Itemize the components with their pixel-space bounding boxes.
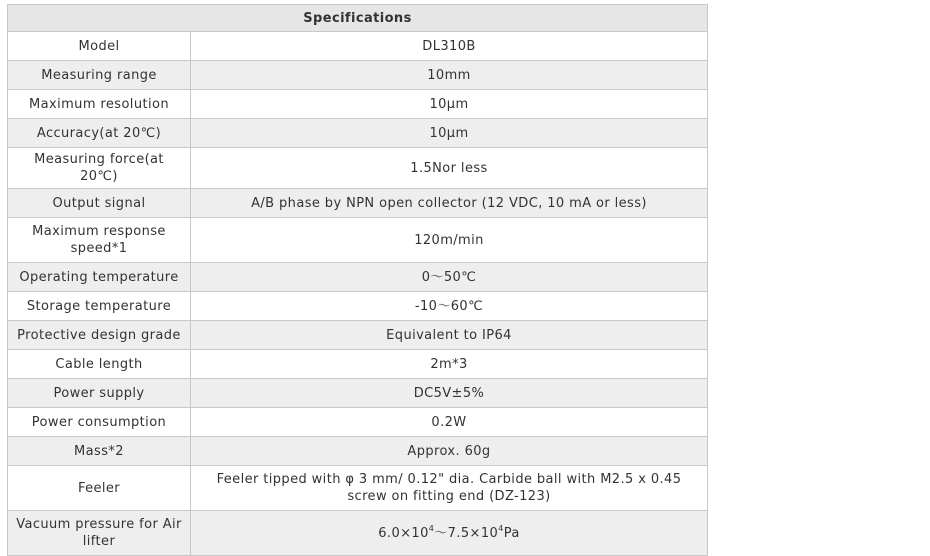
row-value: 10mm [191, 61, 708, 90]
table-row [8, 61, 708, 90]
row-label: Power supply [8, 379, 191, 408]
row-label: Protective design grade [8, 321, 191, 350]
table-header-row [8, 5, 708, 32]
vacuum-value-exponent2: 4 [498, 523, 504, 533]
table-row [8, 408, 708, 437]
row-value: DC5V±5% [191, 379, 708, 408]
row-value: 0～50℃ [191, 263, 708, 292]
table-row [8, 321, 708, 350]
row-label: Output signal [8, 189, 191, 218]
row-label: Storage temperature [8, 292, 191, 321]
table-row [8, 148, 708, 189]
table-row [8, 119, 708, 148]
row-label: Maximum resolution [8, 90, 191, 119]
row-value: 120m/min [191, 218, 708, 263]
row-value: DL310B [191, 32, 708, 61]
vacuum-value-exponent1: 4 [428, 523, 435, 533]
table-row [8, 189, 708, 218]
table-row [8, 511, 708, 556]
row-label: Measuring force(at 20℃) [8, 148, 191, 189]
row-label: Cable length [8, 350, 191, 379]
table-row [8, 466, 708, 511]
row-value: -10～60℃ [191, 292, 708, 321]
vacuum-value-mid: ～7.5×10 [434, 525, 499, 541]
specifications-table [7, 4, 708, 556]
table-row [8, 292, 708, 321]
row-value: Feeler tipped with φ 3 mm/ 0.12" dia. Carbide ball with M2.5 x 0.45 screw on fitting end (DZ-123) [191, 466, 708, 511]
table-row [8, 350, 708, 379]
row-value: Approx. 60g [191, 437, 708, 466]
row-label: Mass*2 [8, 437, 191, 466]
row-value: 10μm [191, 90, 708, 119]
row-label: Operating temperature [8, 263, 191, 292]
row-label: Power consumption [8, 408, 191, 437]
table-row [8, 263, 708, 292]
table-row [8, 90, 708, 119]
vacuum-value-base1: 6.0×10 [378, 525, 429, 541]
row-label: Vacuum pressure for Air lifter [8, 511, 191, 556]
row-label: Feeler [8, 466, 191, 511]
row-value: A/B phase by NPN open collector (12 VDC, 10 mA or less) [191, 189, 708, 218]
table-row [8, 437, 708, 466]
row-value: 0.2W [191, 408, 708, 437]
row-label: Model [8, 32, 191, 61]
row-label: Measuring range [8, 61, 191, 90]
row-value: 1.5Nor less [191, 148, 708, 189]
row-value: 10μm [191, 119, 708, 148]
table-title: Specifications [8, 5, 708, 32]
row-label: Accuracy(at 20℃) [8, 119, 191, 148]
vacuum-value-unit: Pa [503, 525, 520, 541]
table-row [8, 218, 708, 263]
row-value: 2m*3 [191, 350, 708, 379]
row-value [191, 511, 708, 556]
table-row [8, 379, 708, 408]
table-row [8, 32, 708, 61]
row-value: Equivalent to IP64 [191, 321, 708, 350]
row-label: Maximum response speed*1 [8, 218, 191, 263]
